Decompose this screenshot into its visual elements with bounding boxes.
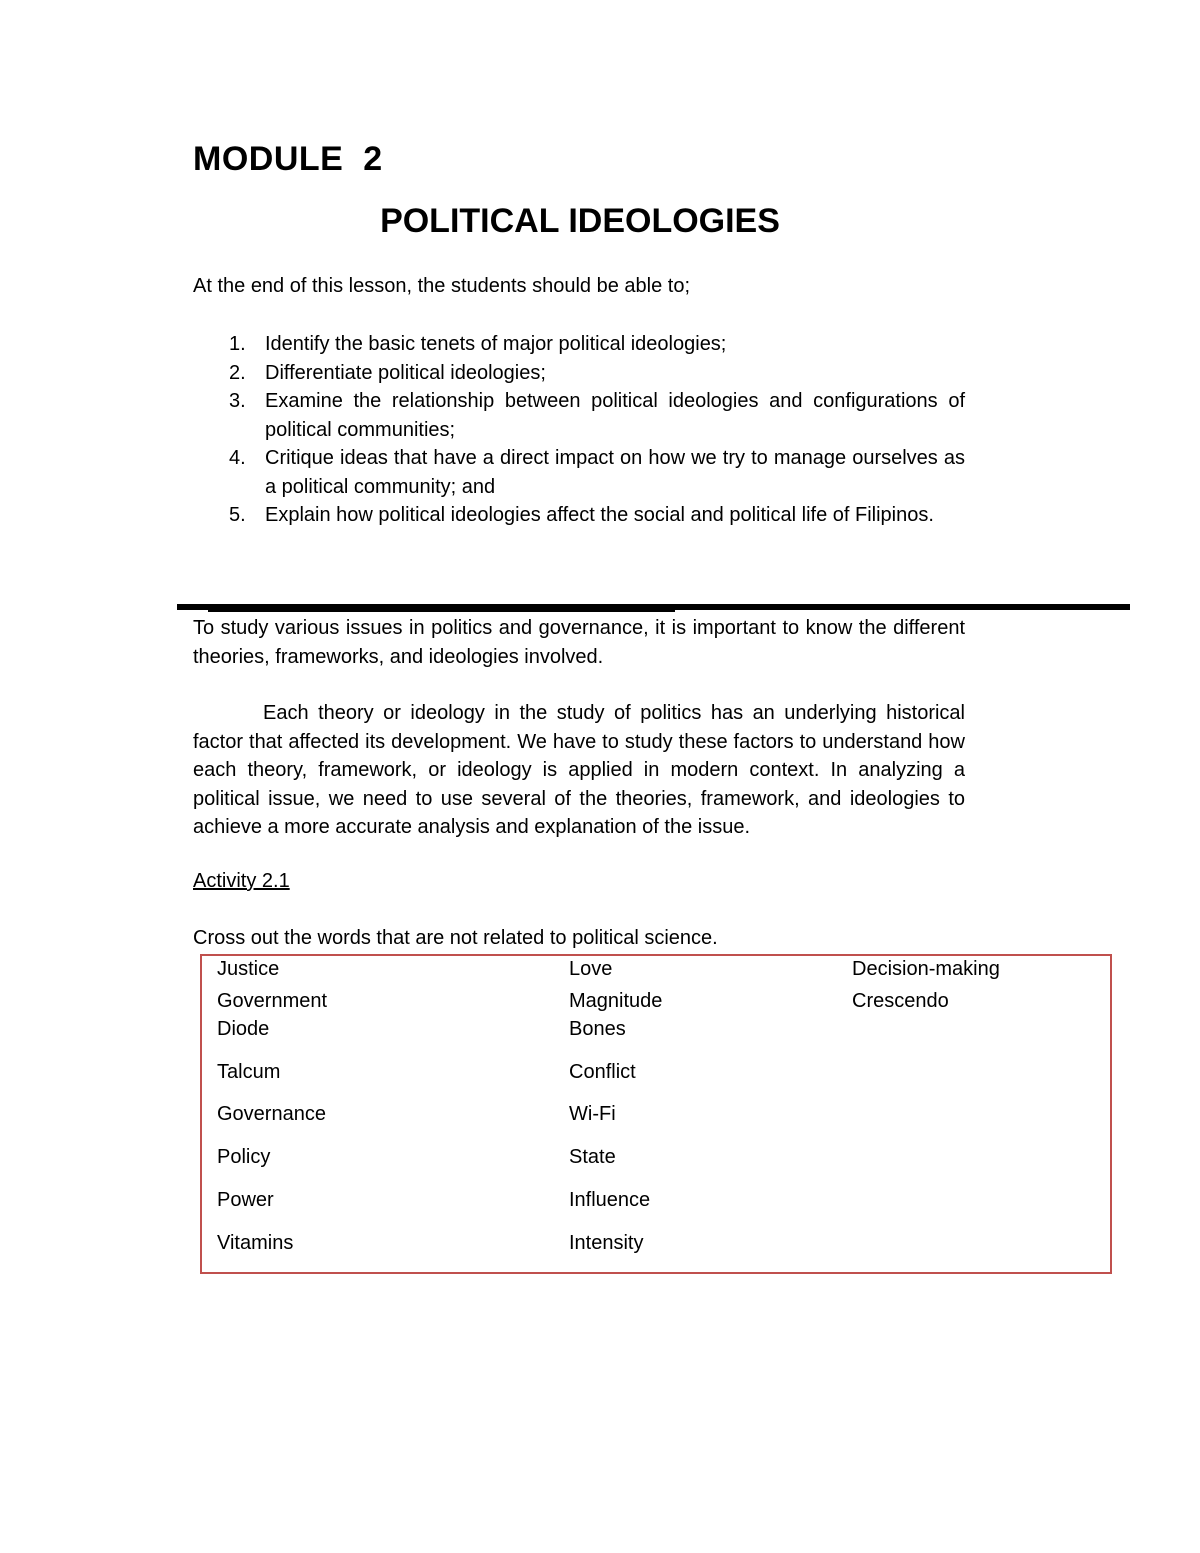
- word-item[interactable]: Policy: [217, 1146, 271, 1168]
- word-item[interactable]: Power: [217, 1189, 274, 1211]
- word-item[interactable]: Decision-making: [852, 958, 1000, 980]
- objective-text: Critique ideas that have a direct impact on how we try to manage ourselves as a political community; and: [265, 447, 965, 498]
- objective-number: 2.: [229, 361, 246, 384]
- word-item[interactable]: Bones: [569, 1018, 626, 1040]
- objective-number: 4.: [229, 447, 246, 469]
- word-item[interactable]: Vitamins: [217, 1232, 294, 1254]
- objective-item: [193, 330, 965, 359]
- word-item[interactable]: Conflict: [569, 1061, 636, 1083]
- objective-text: Identify the basic tenets of major political ideologies;: [265, 333, 727, 355]
- objective-item: [193, 387, 965, 444]
- word-item[interactable]: Talcum: [217, 1061, 281, 1083]
- activity-instruction: Cross out the words that are not related to political science.: [193, 927, 718, 949]
- word-item[interactable]: Justice: [217, 958, 280, 980]
- word-item[interactable]: Crescendo: [852, 990, 949, 1012]
- word-item[interactable]: Love: [569, 958, 613, 980]
- word-item[interactable]: Wi-Fi: [569, 1103, 616, 1125]
- lesson-intro: At the end of this lesson, the students should be able to;: [193, 275, 691, 297]
- activity-title: Activity 2.1: [193, 870, 290, 892]
- word-item[interactable]: Governance: [217, 1103, 326, 1125]
- module-label: MODULE 2: [193, 140, 383, 178]
- word-item[interactable]: Influence: [569, 1189, 651, 1211]
- objective-item: [193, 501, 965, 530]
- body-paragraph: To study various issues in politics and governance, it is important to know the different theories, frameworks, and ideologies involved.: [193, 617, 965, 668]
- word-item[interactable]: Government: [217, 990, 328, 1012]
- word-item[interactable]: State: [569, 1146, 616, 1168]
- objective-number: 5.: [229, 504, 246, 526]
- objective-text: Differentiate political ideologies;: [265, 361, 546, 384]
- objective-text: Examine the relationship between political ideologies and configurations of political communities;: [265, 390, 965, 441]
- word-item[interactable]: Magnitude: [569, 990, 663, 1012]
- objective-text: Explain how political ideologies affect the social and political life of Filipinos.: [265, 504, 934, 526]
- word-item[interactable]: Intensity: [569, 1232, 644, 1254]
- body-paragraph-text: Each theory or ideology in the study of politics has an underlying historical factor that affected its development. We have to study these factors to understand how each theory, framework, or ideology is applied in modern context. In analyzing a political issue, we need to use several of the theories, framework, and ideologies to achieve a more accurate analysis and explanation of the issue.: [193, 702, 965, 838]
- section-divider-underline: [208, 610, 675, 612]
- objective-number: 1.: [229, 333, 246, 355]
- objective-item: [193, 359, 965, 388]
- objective-item: [193, 444, 965, 501]
- objectives-list: [193, 330, 965, 530]
- word-item[interactable]: Diode: [217, 1018, 270, 1040]
- objective-number: 3.: [229, 390, 246, 412]
- body-paragraph: [193, 699, 965, 842]
- page-title: POLITICAL IDEOLOGIES: [380, 202, 780, 240]
